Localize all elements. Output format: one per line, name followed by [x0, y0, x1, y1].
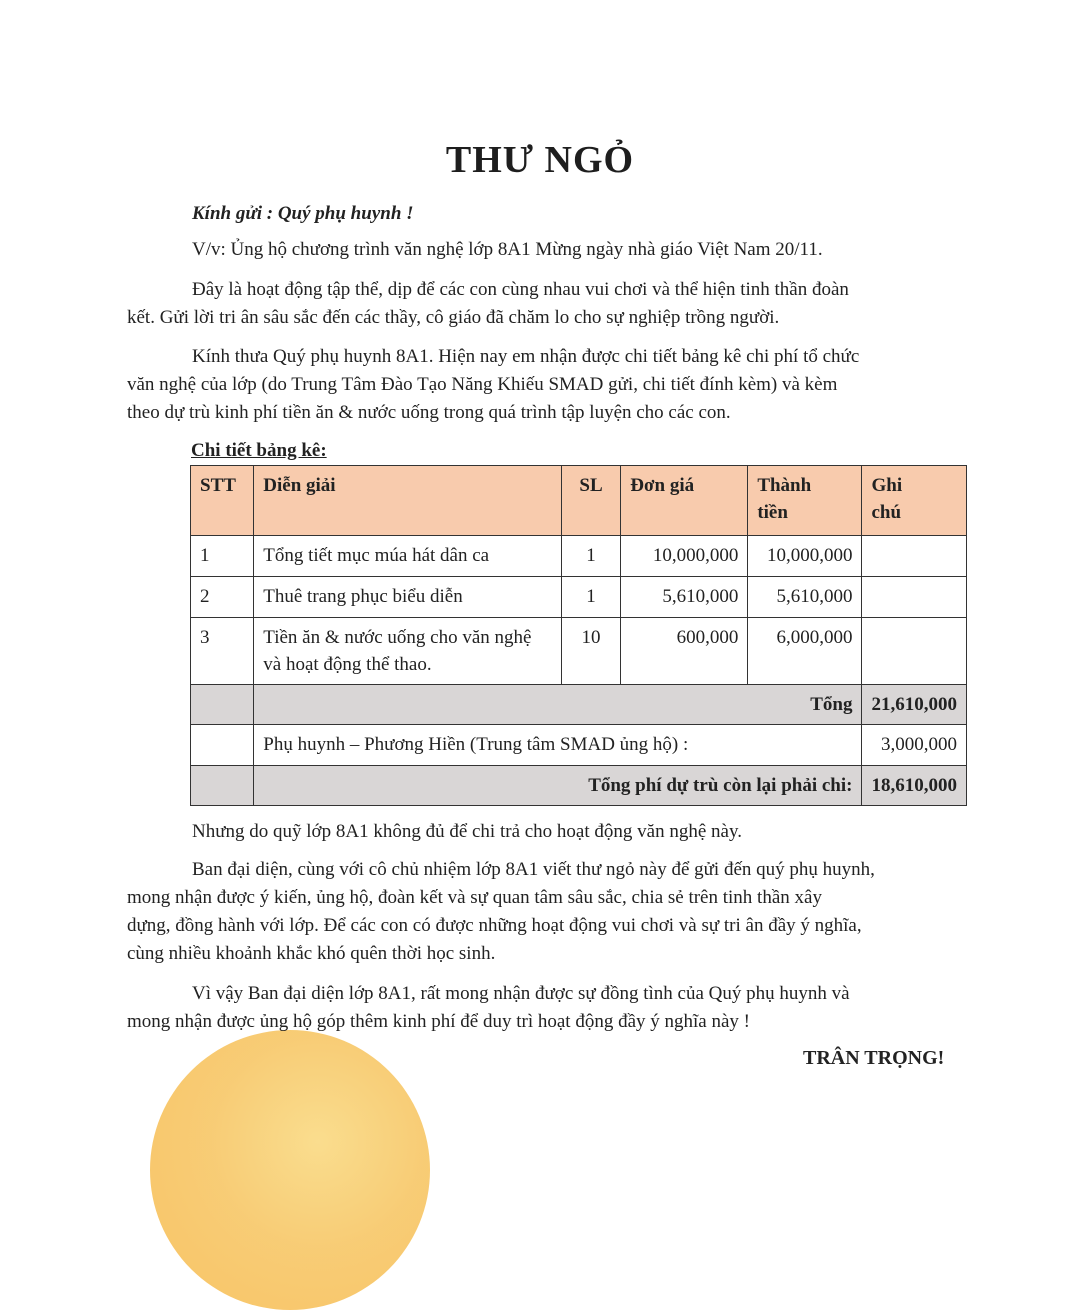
sum-value: 21,610,000 [862, 685, 967, 725]
support-label: Phụ huynh – Phương Hiền (Trung tâm SMAD ủng hộ) : [254, 725, 862, 766]
paragraph-line: cùng nhiều khoảnh khắc khó quên thời học sinh. [127, 943, 496, 964]
cell-sl: 1 [561, 577, 621, 618]
cell-note [862, 536, 967, 577]
remaining-label: Tổng phí dự trù còn lại phải chi: [254, 766, 862, 806]
cell-desc: Thuê trang phục biểu diễn [254, 577, 562, 618]
cell-note [862, 577, 967, 618]
paragraph-details [127, 343, 957, 427]
table-row [191, 536, 967, 577]
cell-price: 10,000,000 [621, 536, 748, 577]
support-value: 3,000,000 [862, 725, 967, 766]
remaining-value: 18,610,000 [862, 766, 967, 806]
header-note-line1: Ghi [871, 475, 903, 496]
subject-line: V/v: Ủng hộ chương trình văn nghệ lớp 8A1 Mừng ngày nhà giáo Việt Nam 20/11. [192, 239, 823, 260]
decorative-circle [150, 1030, 430, 1310]
cell-stt: 2 [191, 577, 254, 618]
support-empty-cell [191, 725, 254, 766]
signoff: TRÂN TRỌNG! [803, 1047, 945, 1069]
cell-sl: 1 [561, 536, 621, 577]
paragraph-line: Vì vậy Ban đại diện lớp 8A1, rất mong nhận được sự đồng tình của Quý phụ huynh và [192, 983, 850, 1004]
paragraph-line: Nhưng do quỹ lớp 8A1 không đủ để chi trả cho hoạt động văn nghệ này. [192, 821, 742, 842]
sum-row [191, 685, 967, 725]
paragraph-line: theo dự trù kinh phí tiền ăn & nước uống trong quá trình tập luyện cho các con. [127, 402, 731, 423]
cell-sl: 10 [561, 618, 621, 685]
cell-stt: 1 [191, 536, 254, 577]
support-row [191, 725, 967, 766]
cell-total: 5,610,000 [748, 577, 862, 618]
header-sl: SL [561, 466, 621, 536]
paragraph-closing [127, 980, 957, 1036]
paragraph-line: Ban đại diện, cùng với cô chủ nhiệm lớp 8A1 viết thư ngỏ này để gửi đến quý phụ huynh, [192, 859, 875, 880]
header-price: Đơn giá [621, 466, 748, 536]
cell-stt: 3 [191, 618, 254, 685]
paragraph-line: Kính thưa Quý phụ huynh 8A1. Hiện nay em nhận được chi tiết bảng kê chi phí tổ chức [192, 346, 860, 367]
paragraph-fund-note [127, 818, 957, 846]
paragraph-line: mong nhận được ý kiến, ủng hộ, đoàn kết và sự quan tâm sâu sắc, chia sẻ trên tinh thần xây [127, 887, 822, 908]
table-row [191, 618, 967, 685]
paragraph-intro [127, 276, 957, 332]
sum-empty-cell [191, 685, 254, 725]
cost-table [190, 465, 967, 806]
paragraph-line: kết. Gửi lời tri ân sâu sắc đến các thầy, cô giáo đã chăm lo cho sự nghiệp trồng người. [127, 307, 780, 328]
cell-price: 5,610,000 [621, 577, 748, 618]
cell-total: 6,000,000 [748, 618, 862, 685]
cell-desc: Tổng tiết mục múa hát dân ca [254, 536, 562, 577]
remaining-empty-cell [191, 766, 254, 806]
cell-desc [254, 618, 562, 685]
remaining-row [191, 766, 967, 806]
header-total-line2: tiền [757, 502, 788, 523]
header-note [862, 466, 967, 536]
header-total [748, 466, 862, 536]
detail-heading: Chi tiết bảng kê: [191, 440, 327, 461]
header-stt: STT [191, 466, 254, 536]
paragraph-line: mong nhận được ủng hộ góp thêm kinh phí để duy trì hoạt động đầy ý nghĩa này ! [127, 1011, 750, 1032]
paragraph-line: Đây là hoạt động tập thể, dịp để các con cùng nhau vui chơi và thể hiện tinh thần đoàn [192, 279, 849, 300]
paragraph-line: văn nghệ của lớp (do Trung Tâm Đào Tạo Năng Khiếu SMAD gửi, chi tiết đính kèm) và kèm [127, 374, 838, 395]
sum-label: Tổng [254, 685, 862, 725]
header-desc: Diễn giải [254, 466, 562, 536]
cell-total: 10,000,000 [748, 536, 862, 577]
paragraph-line: dựng, đồng hành với lớp. Để các con có được những hoạt động vui chơi và sự tri ân đầy ý nghĩa, [127, 915, 862, 936]
header-note-line2: chú [871, 502, 902, 523]
header-total-line1: Thành [757, 475, 812, 496]
letter-title: THƯ NGỎ [445, 139, 635, 181]
cell-desc-line2: và hoạt động thể thao. [263, 654, 432, 675]
greeting: Kính gửi : Quý phụ huynh ! [192, 203, 414, 224]
paragraph-request [127, 856, 957, 968]
table-header-row [191, 466, 967, 536]
table-row [191, 577, 967, 618]
cell-desc-line1: Tiền ăn & nước uống cho văn nghệ [263, 627, 532, 648]
cell-note [862, 618, 967, 685]
cell-price: 600,000 [621, 618, 748, 685]
